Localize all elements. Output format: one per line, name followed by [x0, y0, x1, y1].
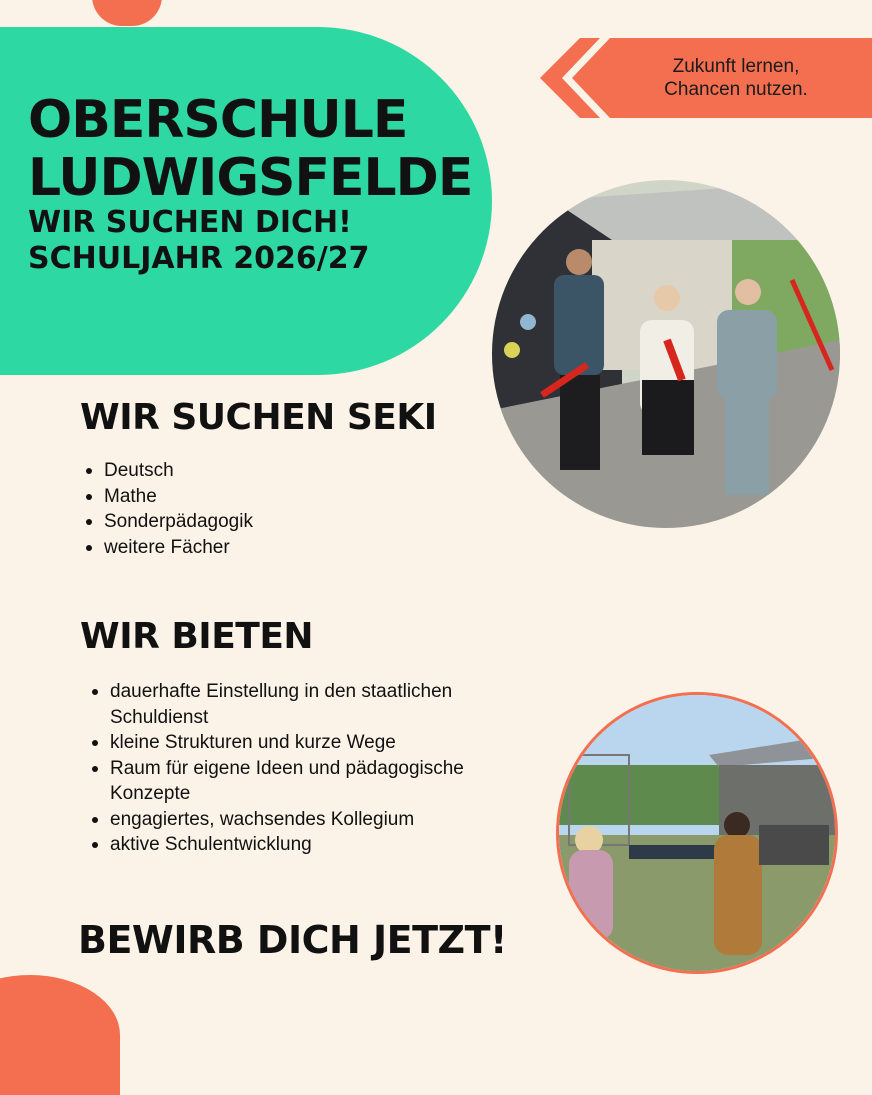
- list-item: weitere Fächer: [82, 535, 253, 561]
- hero-subtitle: WIR SUCHEN DICH! SCHULJAHR 2026/27: [28, 205, 370, 276]
- decorative-blob-top: [92, 0, 162, 26]
- offer-heading: WIR BIETEN: [80, 616, 314, 657]
- list-item: Deutsch: [82, 458, 253, 484]
- school-title: OBERSCHULE LUDWIGSFELDE: [28, 90, 473, 208]
- seki-subject-list: [82, 458, 253, 560]
- list-item: aktive Schulentwicklung: [88, 832, 538, 858]
- seki-heading: WIR SUCHEN SEKI: [80, 397, 437, 438]
- slogan-banner: [540, 38, 872, 118]
- list-item: dauerhafte Einstellung in den staatlichen Schuldienst: [88, 679, 538, 730]
- decorative-blob-bottom: [0, 975, 120, 1095]
- apply-now-heading: BEWIRB DICH JETZT!: [78, 918, 507, 962]
- list-item: Mathe: [82, 484, 253, 510]
- hero-panel: [0, 27, 492, 375]
- list-item: kleine Strukturen und kurze Wege: [88, 730, 538, 756]
- slogan-text: Zukunft lernen, Chancen nutzen.: [664, 56, 808, 100]
- offer-list: [88, 679, 538, 858]
- list-item: Raum für eigene Ideen und pädagogische Konzepte: [88, 756, 538, 807]
- list-item: Sonderpädagogik: [82, 509, 253, 535]
- schoolyard-event-photo: [556, 692, 838, 974]
- ribbon-cutting-photo: [492, 180, 840, 528]
- list-item: engagiertes, wachsendes Kollegium: [88, 807, 538, 833]
